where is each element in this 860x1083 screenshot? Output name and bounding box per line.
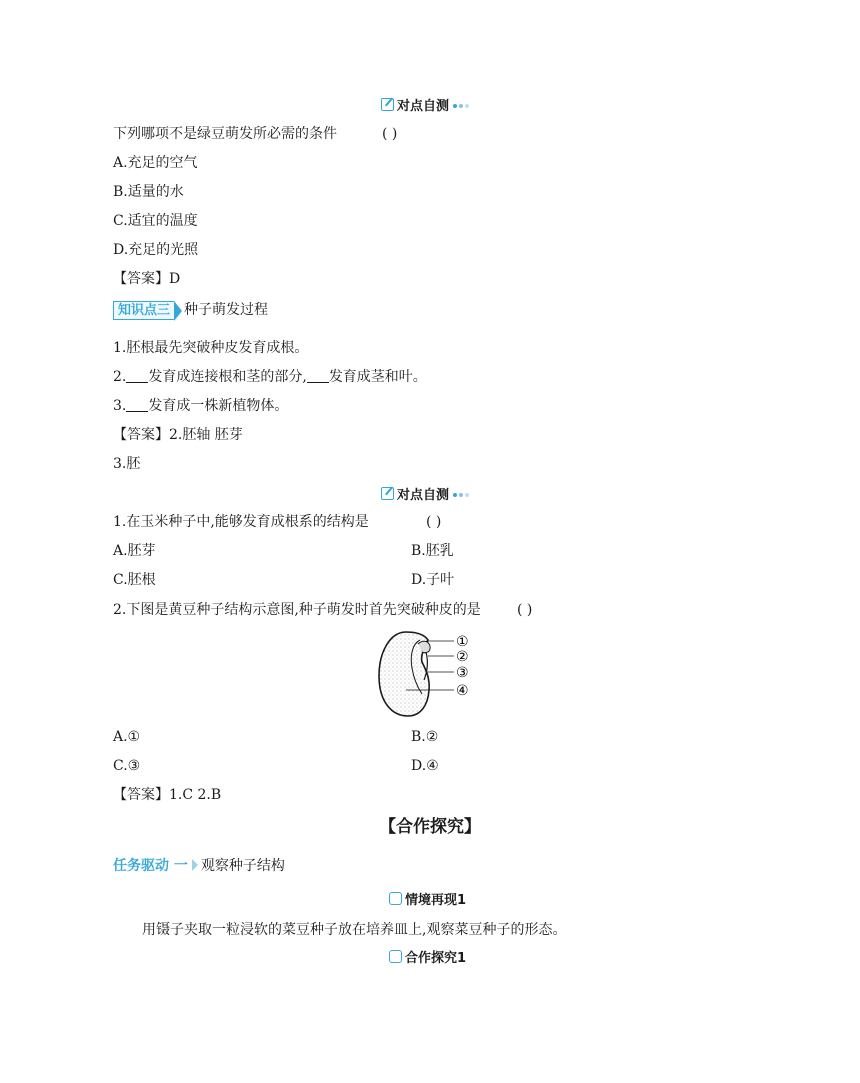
diagram-label-3: ③ [456,665,469,681]
fill-blank [307,368,329,383]
diagram-label-1: ① [456,634,469,650]
answer-paren: ( ) [382,126,398,142]
scene-icon [389,892,402,905]
task-title: 观察种子结构 [200,858,285,874]
knowledge-point-heading [113,301,268,320]
soybean-seed-diagram [376,626,486,721]
self-test-header: 对点自测 [381,485,471,505]
option-c: C.胚根 [113,572,156,588]
fill-blank [126,397,148,412]
task-label: 任务驱动 一 [113,858,188,874]
question-stem: 2.下图是黄豆种子结构示意图,种子萌发时首先突破种皮的是 [113,602,481,618]
dots-icon [453,485,471,503]
option-a: A.① [113,729,141,745]
kp-line-3: 3. 发育成一株新植物体。 [113,398,289,414]
option-a: A.胚芽 [113,543,156,559]
section-title: 【合作探究】 [379,817,481,837]
answer-paren: ( ) [517,602,533,618]
answer: 【答案】D [113,271,181,287]
scene-header: 情境再现1 [389,892,466,910]
option-d: D.充足的光照 [113,242,199,258]
pencil-icon [381,487,394,500]
kp-answer-2: 3.胚 [113,456,141,472]
knowledge-point-title: 种子萌发过程 [184,302,269,318]
option-c: C.适宜的温度 [113,213,198,229]
cooperative-header: 合作探究1 [389,950,466,968]
option-a: A.充足的空气 [113,155,198,171]
kp-line-2: 2. 发育成连接根和茎的部分, 发育成茎和叶。 [113,369,427,385]
question-stem: 1.在玉米种子中,能够发育成根系的结构是 [113,514,369,530]
answer: 【答案】1.C 2.B [113,787,222,803]
arrow-icon [192,859,198,871]
scene-text: 用镊子夹取一粒浸软的菜豆种子放在培养皿上,观察菜豆种子的形态。 [142,922,567,938]
option-d: D.④ [411,758,439,774]
fill-blank [126,368,148,383]
kp-answer-1: 【答案】2.胚轴 胚芽 [113,427,243,443]
answer-paren: ( ) [426,514,442,530]
kp-line-1: 1.胚根最先突破种皮发育成根。 [113,340,309,356]
option-c: C.③ [113,758,141,774]
option-b: B.适量的水 [113,184,184,200]
diagram-label-4: ④ [456,683,469,699]
option-d: D.子叶 [411,572,455,588]
knowledge-point-badge: 知识点三 [113,301,174,320]
dots-icon [453,96,471,114]
cooperative-icon [389,950,402,963]
question-stem: 下列哪项不是绿豆萌发所必需的条件 [113,126,337,142]
option-b: B.② [411,729,439,745]
self-test-header: 对点自测 [381,96,471,116]
task-heading [113,857,285,875]
diagram-label-2: ② [456,649,469,665]
option-b: B.胚乳 [411,543,454,559]
pencil-icon [381,98,394,111]
